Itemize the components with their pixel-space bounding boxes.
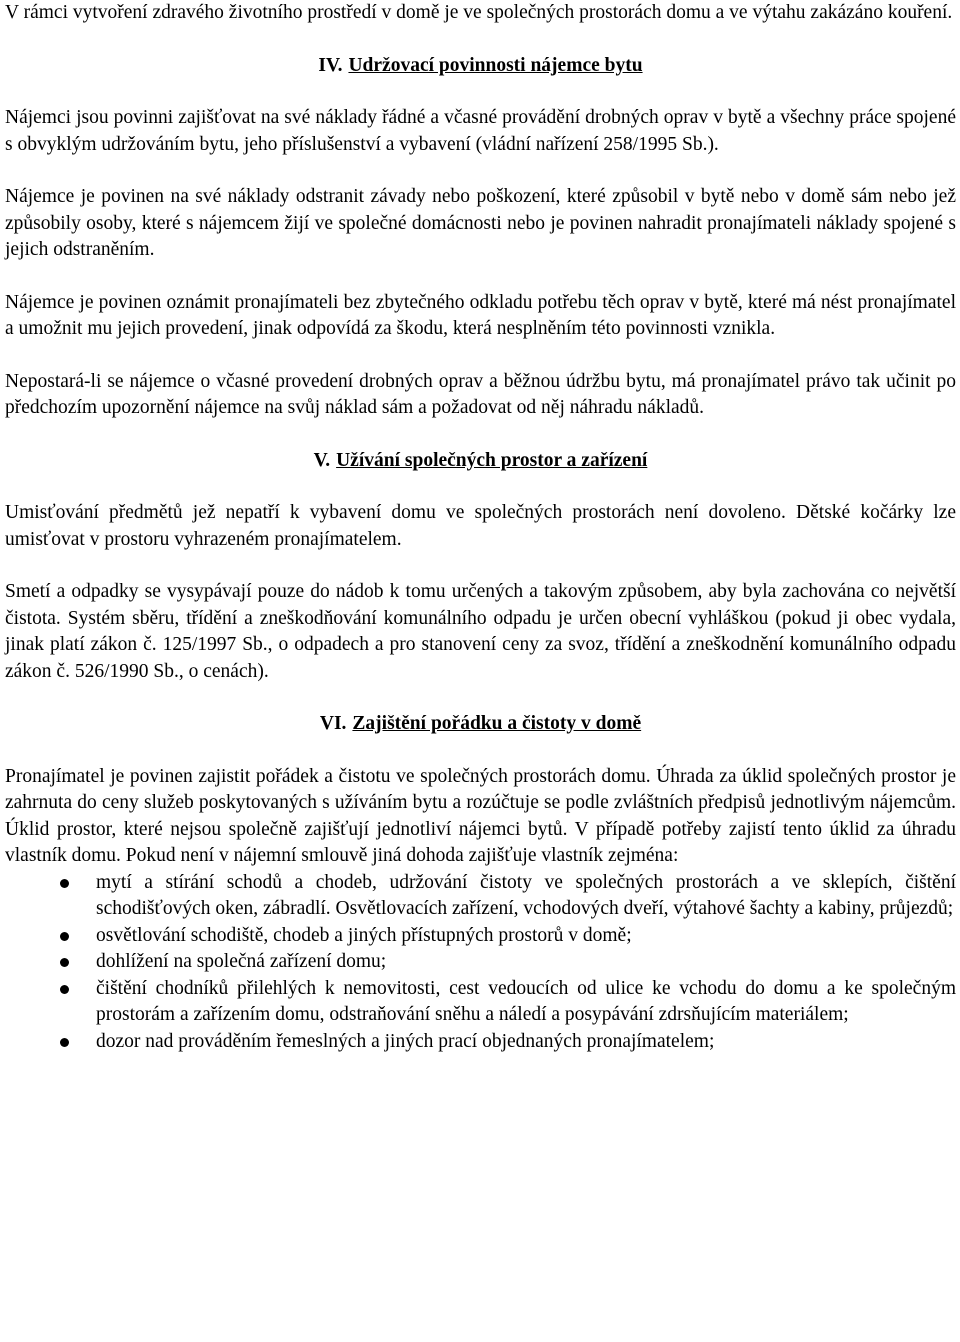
section-4-number: IV. bbox=[318, 54, 343, 76]
bullet-icon bbox=[60, 958, 69, 967]
bullet-icon bbox=[60, 879, 69, 888]
list-item-text: čištění chodníků přilehlých k nemovitosti, cest vedoucích od ulice ke vchodu do domu a ke společným prostorám a zařízením domu, odstraňování sněhu a náledí a posypávání zdrsňujícím materiálem; bbox=[96, 977, 956, 1025]
cleaning-duties-list bbox=[5, 870, 956, 1056]
section-5-title: Užívání společných prostor a zařízení bbox=[336, 449, 648, 471]
bullet-icon bbox=[60, 932, 69, 941]
section-4-heading bbox=[5, 53, 956, 80]
list-item bbox=[5, 1029, 956, 1056]
section-4-paragraph: Nájemce je povinen oznámit pronajímateli bez zbytečného odkladu potřebu těch oprav v bytě, které má nést pronajímatel a umožnit mu jejich provedení, jinak odpovídá za škodu, která nesplněním této povinnosti vznikla. bbox=[5, 291, 956, 339]
list-item bbox=[5, 870, 956, 923]
section-5-paragraph: Umisťování předmětů jež nepatří k vybavení domu ve společných prostorách není dovoleno. Dětské kočárky lze umisťovat v prostoru vyhrazeném pronajímatelem. bbox=[5, 502, 956, 550]
list-item-text: dohlížení na společná zařízení domu; bbox=[96, 951, 387, 972]
list-item bbox=[5, 923, 956, 950]
section-6-title: Zajištění pořádku a čistoty v domě bbox=[352, 713, 642, 734]
list-item bbox=[5, 949, 956, 976]
bullet-icon bbox=[60, 1038, 69, 1047]
section-5-number: V. bbox=[313, 449, 331, 471]
list-item bbox=[5, 976, 956, 1029]
section-5-paragraph: Smetí a odpadky se vysypávají pouze do nádob k tomu určených a takovým způsobem, aby byla zachována co největší čistota. Systém sběru, třídění a zneškodňování komunálního odpadu je určen obecní vyhláškou (pokud ji obec vydala, jinak platí zákon č. 125/1997 Sb., o odpadech a pro stanovení ceny za svoz, třídění a zneškodnění komunálního odpadu zákon č. 526/1990 Sb., o cenách). bbox=[5, 581, 956, 682]
section-4-paragraph: Nájemce je povinen na své náklady odstranit závady nebo poškození, které způsobil v bytě nebo v domě sám nebo jež způsobily osoby, které s nájemcem žijí ve společné domácnosti nebo je povinen nahradit pronajímateli náklady spojené s jejich odstraněním. bbox=[5, 186, 956, 260]
section-6-heading bbox=[5, 711, 956, 738]
section-6-number: VI. bbox=[319, 713, 347, 734]
section-4-title: Udržovací povinnosti nájemce bytu bbox=[348, 54, 643, 76]
list-item-text: osvětlování schodiště, chodeb a jiných přístupných prostorů v domě; bbox=[96, 924, 632, 946]
list-item-text: dozor nad prováděním řemeslných a jiných prací objednaných pronajímatelem; bbox=[96, 1030, 715, 1052]
section-5-heading bbox=[5, 448, 956, 475]
section-4-paragraph: Nepostará-li se nájemce o včasné provedení drobných oprav a běžnou údržbu bytu, má pronajímatel právo tak učinit po předchozím upozornění nájemce na svůj náklad sám a požadovat od něj náhradu nákladů. bbox=[5, 370, 956, 418]
intro-paragraph: V rámci vytvoření zdravého životního prostředí v domě je ve společných prostorách domu a ve výtahu zakázáno kouření. bbox=[5, 2, 953, 23]
section-4-paragraph: Nájemci jsou povinni zajišťovat na své náklady řádné a včasné provádění drobných oprav v bytě a všechny práce spojené s obvyklým udržováním bytu, jeho příslušenství a vybavení (vládní nařízení 258/1995 Sb.). bbox=[5, 107, 956, 155]
section-6-paragraph: Pronajímatel je povinen zajistit pořádek a čistotu ve společných prostorách domu. Úhrada za úklid společných prostor je zahrnuta do ceny služeb poskytovaných s užíváním bytu a rozúčtuje se podle zvláštních předpisů jednotlivým nájemcům. Úklid prostor, které nejsou společně zajišťují jednotliví nájemci bytů. V případě potřeby zajistí tento úklid za úhradu vlastník domu. Pokud není v nájemní smlouvě jiná dohoda zajišťuje vlastník zejména: bbox=[5, 765, 956, 866]
list-item-text: mytí a stírání schodů a chodeb, udržování čistoty ve společných prostorách a ve sklepích, čištění schodišťových oken, zábradlí. Osvětlovacích zařízení, vchodových dveří, výtahové šachty a kabiny, průjezdů; bbox=[96, 871, 956, 919]
bullet-icon bbox=[60, 985, 69, 994]
document-page bbox=[5, 0, 956, 1055]
